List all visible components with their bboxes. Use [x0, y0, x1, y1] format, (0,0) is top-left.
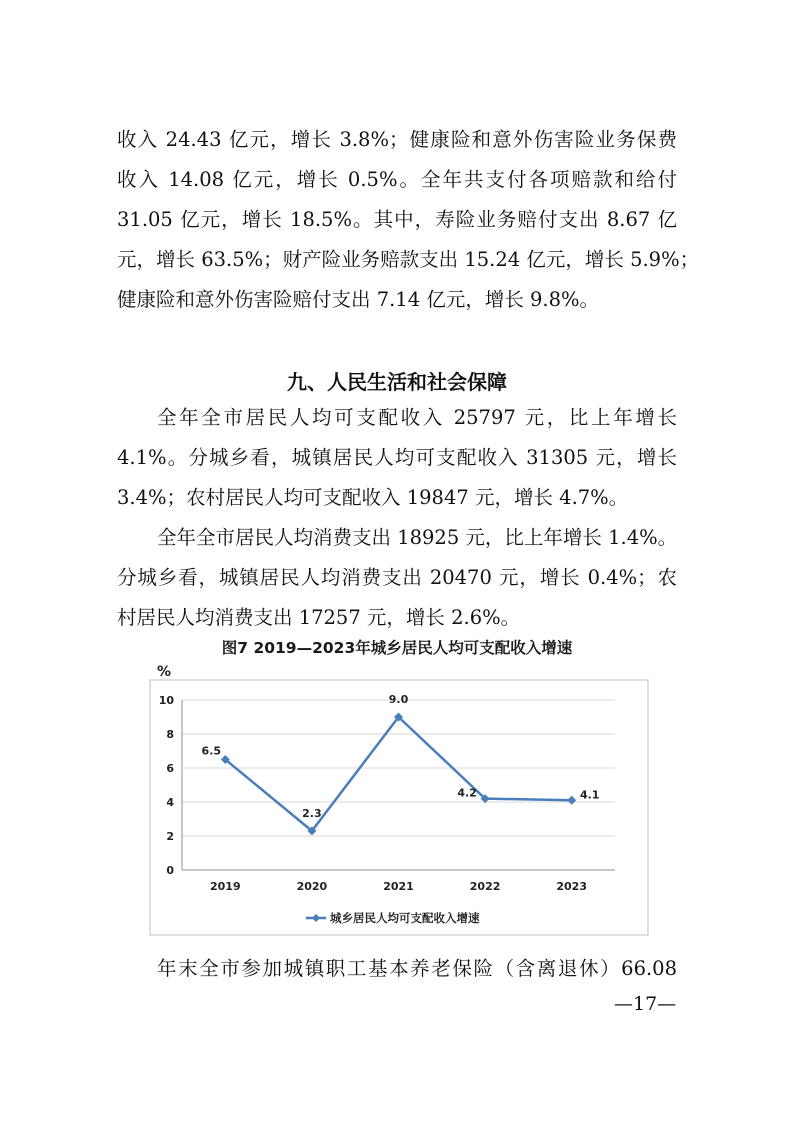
- page-number: —17—: [614, 993, 677, 1015]
- x-tick-label: 2020: [296, 880, 328, 893]
- y-tick-label: 0: [166, 864, 174, 877]
- legend-label: 城乡居民人均可支配收入增速: [330, 911, 480, 925]
- y-tick-label: 4: [166, 796, 174, 809]
- paragraph-line: 31.05 亿元，增长 18.5%。其中，寿险业务赔付支出 8.67 亿: [117, 208, 677, 231]
- x-tick-label: 2019: [209, 880, 241, 893]
- paragraph-line: 4.1%。分城乡看，城镇居民人均可支配收入 31305 元，增长: [117, 446, 677, 469]
- y-tick-label: 2: [166, 830, 174, 843]
- line-chart: [140, 660, 660, 945]
- data-label: 2.3: [302, 806, 322, 820]
- paragraph-line: 收入 24.43 亿元，增长 3.8%；健康险和意外伤害险业务保费: [117, 128, 677, 151]
- paragraph-line: 分城乡看，城镇居民人均消费支出 20470 元，增长 0.4%；农: [117, 566, 677, 589]
- y-tick-label: 10: [158, 694, 174, 707]
- x-tick-label: 2023: [556, 880, 588, 893]
- data-label: 4.2: [457, 786, 477, 800]
- chart-title: 图7 2019—2023年城乡居民人均可支配收入增速: [221, 639, 573, 657]
- paragraph-line: 全年全市居民人均可支配收入 25797 元，比上年增长: [157, 406, 677, 429]
- section-heading: 九、人民生活和社会保障: [287, 370, 507, 394]
- paragraph-line: 收入 14.08 亿元，增长 0.5%。全年共支付各项赔款和给付: [117, 168, 677, 191]
- paragraph-line: 年末全市参加城镇职工基本养老保险（含离退休）66.08: [157, 957, 677, 980]
- y-axis-unit: %: [156, 664, 172, 680]
- data-label: 6.5: [201, 744, 222, 758]
- y-tick-label: 6: [166, 762, 174, 775]
- paragraph-line: 3.4%；农村居民人均可支配收入 19847 元，增长 4.7%。: [117, 486, 629, 509]
- data-label: 4.1: [579, 788, 600, 802]
- paragraph-line: 村居民人均消费支出 17257 元，增长 2.6%。: [117, 606, 521, 629]
- data-label: 9.0: [388, 693, 409, 706]
- paragraph-line: 健康险和意外伤害险赔付支出 7.14 亿元，增长 9.8%。: [117, 288, 600, 311]
- y-tick-label: 8: [166, 728, 174, 741]
- x-tick-label: 2022: [469, 880, 501, 893]
- chart-canvas: [140, 660, 660, 945]
- paragraph-line: 元，增长 63.5%；财产险业务赔款支出 15.24 亿元，增长 5.9%；: [117, 248, 700, 271]
- paragraph-line: 全年全市居民人均消费支出 18925 元，比上年增长 1.4%。: [157, 526, 678, 549]
- x-tick-label: 2021: [383, 880, 414, 893]
